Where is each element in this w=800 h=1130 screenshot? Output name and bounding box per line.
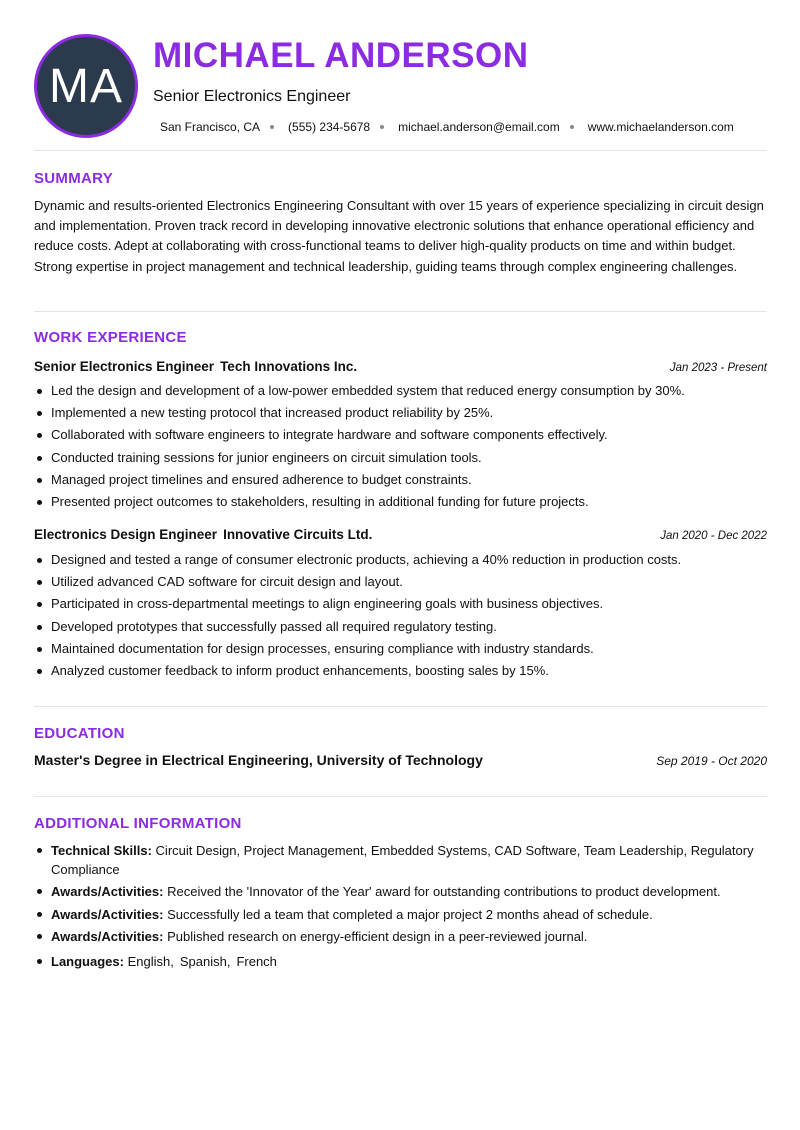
separator-dot [380, 125, 384, 129]
list-item: Developed prototypes that successfully passed all required regulatory testing. [34, 616, 774, 638]
job-role: Electronics Design Engineer [34, 527, 218, 542]
job-company: Tech Innovations Inc. [220, 359, 358, 374]
contact-info [160, 120, 734, 134]
languages-item [34, 952, 769, 971]
additional-info-list [34, 841, 769, 975]
item-text: Circuit Design, Project Management, Embedded Systems, CAD Software, Team Leadership, Regulatory Compliance [51, 843, 754, 877]
language: French [236, 954, 277, 970]
job-bullets [34, 549, 774, 682]
item-text: Published research on energy-efficient design in a peer-reviewed journal. [167, 929, 588, 945]
list-item [34, 882, 769, 901]
divider [34, 796, 767, 797]
separator-dot [570, 125, 574, 129]
contact-email[interactable]: michael.anderson@email.com [398, 120, 560, 134]
item-text: Received the 'Innovator of the Year' award for outstanding contributions to product development. [167, 884, 721, 900]
divider [34, 311, 767, 312]
list-item: Presented project outcomes to stakeholders, resulting in additional funding for future projects. [34, 491, 774, 513]
candidate-name: MICHAEL ANDERSON [153, 36, 529, 75]
job-header [34, 527, 767, 542]
divider [34, 706, 767, 707]
divider [34, 150, 767, 151]
list-item [34, 905, 769, 924]
summary-text: Dynamic and results-oriented Electronics Engineering Consultant with over 15 years of experience specializing in circuit design and implementation. Proven track record in developing innovative electronic solutions that enhance operational efficiency and reduce costs. Adept at collaborating with cross-functional teams to deliver high-quality products on time and within budget. Strong expertise in project management and technical leadership, guiding teams through complex engineering challenges. [34, 198, 764, 274]
list-item: Conducted training sessions for junior engineers on circuit simulation tools. [34, 447, 774, 469]
job-title: Senior Electronics Engineer [153, 88, 351, 105]
list-item: Participated in cross-departmental meetings to align engineering goals with business objectives. [34, 593, 774, 615]
education-degree: Master's Degree in Electrical Engineering, University of Technology [34, 752, 483, 768]
item-label: Awards/Activities: [51, 906, 164, 922]
item-label: Languages: [51, 954, 124, 970]
contact-phone: (555) 234-5678 [288, 120, 371, 134]
job-dates: Jan 2020 - Dec 2022 [660, 530, 767, 542]
item-text: Successfully led a team that completed a major project 2 months ahead of schedule. [167, 906, 653, 922]
job-role: Senior Electronics Engineer [34, 359, 215, 374]
list-item: Managed project timelines and ensured adherence to budget constraints. [34, 469, 774, 491]
work-experience-heading: WORK EXPERIENCE [34, 329, 187, 346]
list-item [34, 841, 769, 879]
list-item: Designed and tested a range of consumer electronic products, achieving a 40% reduction in production costs. [34, 549, 774, 571]
list-item: Led the design and development of a low-power embedded system that reduced energy consumption by 30%. [34, 380, 774, 402]
contact-location: San Francisco, CA [160, 120, 261, 134]
job-company: Innovative Circuits Ltd. [223, 527, 373, 542]
avatar [34, 34, 138, 138]
list-item: Maintained documentation for design processes, ensuring compliance with industry standards. [34, 638, 774, 660]
job-bullets [34, 380, 774, 513]
education-entry [34, 752, 767, 768]
additional-info-heading: ADDITIONAL INFORMATION [34, 815, 242, 832]
list-item: Analyzed customer feedback to inform product enhancements, boosting sales by 15%. [34, 660, 774, 682]
language: English, [127, 954, 174, 970]
separator-dot [270, 125, 274, 129]
item-label: Awards/Activities: [51, 929, 164, 945]
education-heading: EDUCATION [34, 725, 125, 742]
item-label: Technical Skills: [51, 843, 152, 858]
list-item: Utilized advanced CAD software for circuit design and layout. [34, 571, 774, 593]
item-label: Awards/Activities: [51, 884, 164, 900]
summary-heading: SUMMARY [34, 170, 114, 187]
job-dates: Jan 2023 - Present [669, 362, 767, 374]
job-header [34, 359, 767, 374]
list-item [34, 927, 769, 946]
education-dates: Sep 2019 - Oct 2020 [656, 754, 767, 768]
list-item: Collaborated with software engineers to integrate hardware and software components effectively. [34, 424, 774, 446]
avatar-initials: MA [49, 59, 123, 113]
contact-website[interactable]: www.michaelanderson.com [587, 120, 734, 134]
language: Spanish, [179, 954, 231, 970]
list-item: Implemented a new testing protocol that increased product reliability by 25%. [34, 402, 774, 424]
